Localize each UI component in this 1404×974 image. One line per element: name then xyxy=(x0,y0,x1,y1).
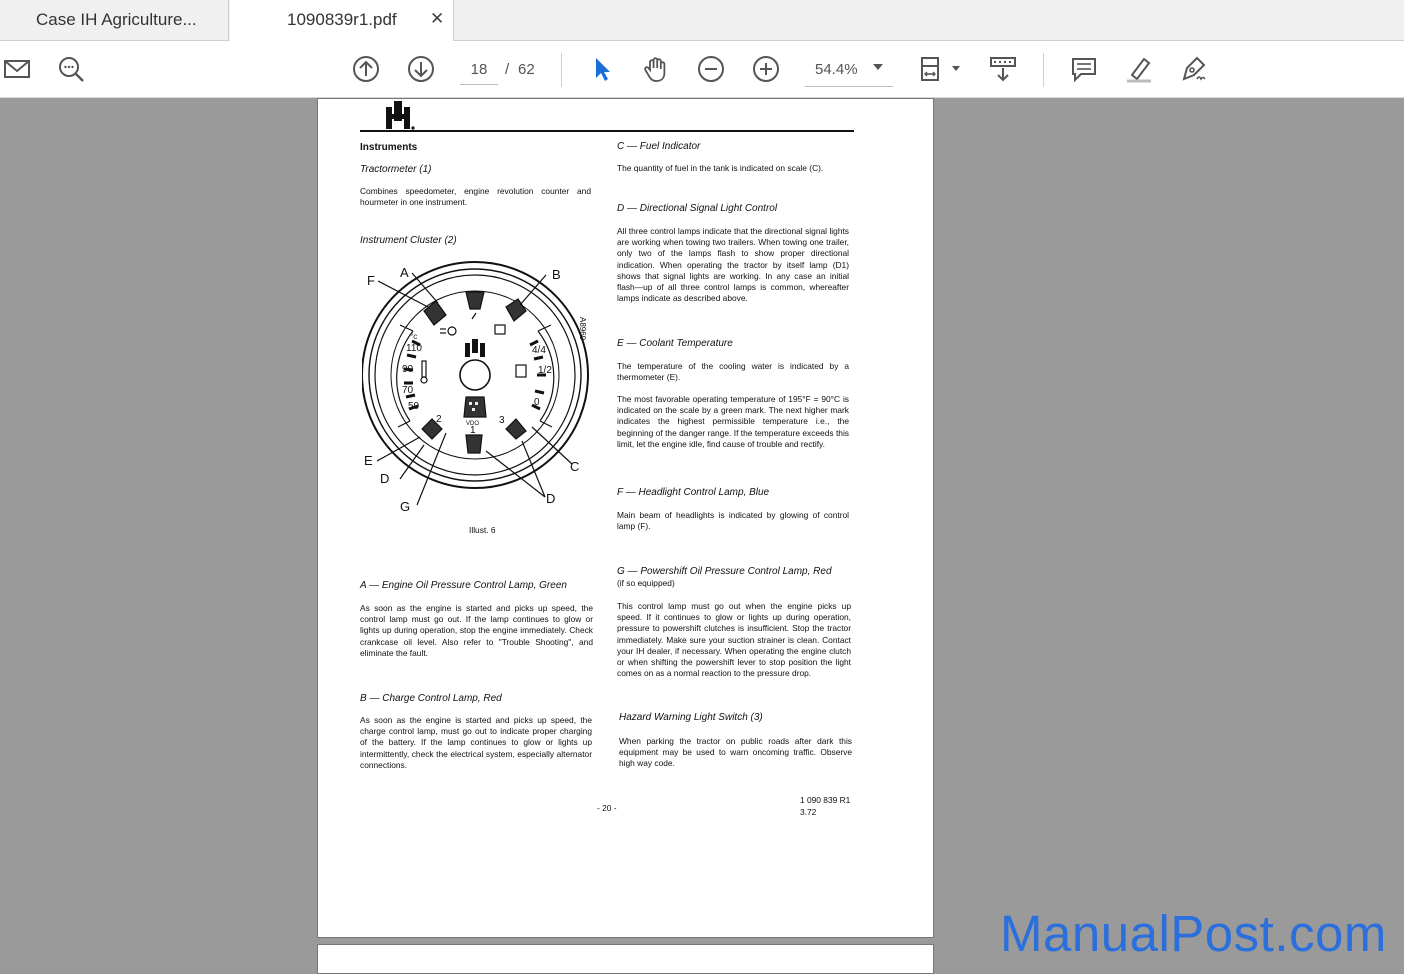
previous-page-icon[interactable] xyxy=(349,52,383,86)
label-d2: D xyxy=(546,491,556,506)
watermark: ManualPost.com xyxy=(1000,905,1387,962)
zoom-out-icon[interactable] xyxy=(694,52,728,86)
label-a: A xyxy=(400,265,409,280)
toolbar-divider xyxy=(1043,53,1044,87)
section-f-body: Main beam of headlights is indicated by glowing of control lamp (F). xyxy=(617,510,849,532)
page-separator: / xyxy=(505,61,510,78)
tractormeter-heading: Tractormeter (1) xyxy=(360,164,432,175)
section-g-body: This control lamp must go out when the engine picks up speed. If it continues to glow or lights up during operation, pressure to powershift clutches is insufficient. Stop the tractor immediately. Make sure your suction strainer is clean. Contact your IH dealer, if necessary. When operating the engine clutch or when shifting the powershift lever to stop position the light comes on as a normal reaction to the pressure drop. xyxy=(617,601,851,679)
label-c: C xyxy=(570,459,580,474)
section-g-subtitle: (if so equipped) xyxy=(617,578,675,588)
comment-icon[interactable] xyxy=(1067,52,1101,86)
toolbar-divider xyxy=(561,53,562,87)
highlight-icon[interactable] xyxy=(1122,52,1156,86)
section-g-heading: G — Powershift Oil Pressure Control Lamp, Red xyxy=(617,566,832,577)
page-total: 62 xyxy=(518,61,535,78)
tab-label: Case IH Agriculture... xyxy=(36,10,197,29)
label-1: 1 xyxy=(470,425,476,436)
document-viewport[interactable] xyxy=(0,98,1404,970)
chevron-down-icon[interactable] xyxy=(952,66,960,71)
hand-tool-icon[interactable] xyxy=(639,52,673,86)
select-cursor-icon[interactable] xyxy=(584,52,618,86)
search-icon[interactable] xyxy=(54,52,88,86)
section-c-body: The quantity of fuel in the tank is indicated on scale (C). xyxy=(617,163,824,173)
label-g: G xyxy=(400,499,411,514)
section-b-body: As soon as the engine is started and picks up speed, the charge control lamp, must go out to indicate proper charging of the battery. If the lamp continues to glow or lights up intermittently, check the electrical system, especially alternator connections. xyxy=(360,715,592,770)
header-rule xyxy=(360,130,854,132)
illustration-caption: Illust. 6 xyxy=(469,525,496,535)
hazard-heading: Hazard Warning Light Switch (3) xyxy=(619,712,763,723)
section-e-body-1: The temperature of the cooling water is indicated by a thermometer (E). xyxy=(617,361,849,383)
page-number-input[interactable] xyxy=(460,55,498,85)
label-code: A8969 xyxy=(578,317,587,341)
section-e-heading: E — Coolant Temperature xyxy=(617,338,733,349)
label-70: 70 xyxy=(402,385,414,396)
email-icon[interactable] xyxy=(0,52,34,86)
ih-logo xyxy=(382,101,416,131)
section-a-body: As soon as the engine is started and picks up speed, the control lamp must go out. If the lamp continues to glow or lights up during operation, stop the engine immediately. Check crankcase oil level. Also refer to "Trouble Shooting", and eliminate the fault. xyxy=(360,603,593,658)
tab-label: 1090839r1.pdf xyxy=(287,10,397,29)
scroll-mode-icon[interactable] xyxy=(986,52,1020,86)
close-tab-icon[interactable]: ✕ xyxy=(430,9,445,28)
label-f: F xyxy=(367,273,375,288)
label-vdo: VDO xyxy=(466,421,480,427)
page-footer-number: - 20 - xyxy=(597,803,617,813)
tab-pdf[interactable] xyxy=(230,0,454,42)
section-d-body: All three control lamps indicate that the directional signal lights are working when towing two trailers. When towing one trailer, only two of the lamps flash to show proper directional indication. When operating the tractor by itself lamp (D1) shows that signal lights are working. In any case an initial flash—up of all three control lamps is common, whereafter lamps indicate as described above. xyxy=(617,226,849,304)
instrument-cluster-diagram xyxy=(362,259,594,519)
label-110: 110 xyxy=(406,343,422,354)
label-b: B xyxy=(552,267,561,282)
zoom-in-icon[interactable] xyxy=(749,52,783,86)
label-degree: °c xyxy=(410,332,418,341)
hazard-body: When parking the tractor on public roads after dark this equipment may be used to warn oncoming traffic. Observe high way code. xyxy=(619,736,852,769)
pdf-page xyxy=(317,98,934,938)
next-page-icon[interactable] xyxy=(404,52,438,86)
section-f-heading: F — Headlight Control Lamp, Blue xyxy=(617,487,770,498)
section-e-body-2: The most favorable operating temperature of 195°F = 90°C is indicated on the scale by a green mark. The next higher mark indicates the highest permissible temperature i.e., the beginning of the danger range. If the temperature exceeds this limit, let the engine idle, find cause of trouble and rectify. xyxy=(617,394,849,449)
label-4-4: 4/4 xyxy=(532,345,546,356)
section-c-heading: C — Fuel Indicator xyxy=(617,141,701,152)
document-date: 3.72 xyxy=(800,807,817,817)
toolbar xyxy=(0,41,1404,98)
sign-pen-icon[interactable] xyxy=(1177,52,1211,86)
cluster-heading: Instrument Cluster (2) xyxy=(360,235,457,246)
label-half: 1/2 xyxy=(538,365,552,376)
label-2: 2 xyxy=(436,414,442,425)
instruments-heading: Instruments xyxy=(360,142,418,153)
label-d: D xyxy=(380,471,390,486)
chevron-down-icon[interactable] xyxy=(873,64,883,70)
document-code: 1 090 839 R1 xyxy=(800,795,851,805)
label-90: 90 xyxy=(402,364,414,375)
tractormeter-body: Combines speedometer, engine revolution counter and hourmeter in one instrument. xyxy=(360,186,591,208)
section-a-heading: A — Engine Oil Pressure Control Lamp, Green xyxy=(360,580,567,591)
section-d-heading: D — Directional Signal Light Control xyxy=(617,203,778,214)
zoom-level-select[interactable]: 54.4% xyxy=(805,55,893,87)
label-3: 3 xyxy=(499,415,505,426)
tab-bar xyxy=(0,0,1404,41)
tab-case-ih[interactable] xyxy=(0,0,229,41)
section-b-heading: B — Charge Control Lamp, Red xyxy=(360,693,502,704)
label-50: 50 xyxy=(408,401,420,412)
label-zero: 0 xyxy=(534,397,540,408)
fit-page-icon[interactable] xyxy=(914,52,948,86)
label-e: E xyxy=(364,453,373,468)
